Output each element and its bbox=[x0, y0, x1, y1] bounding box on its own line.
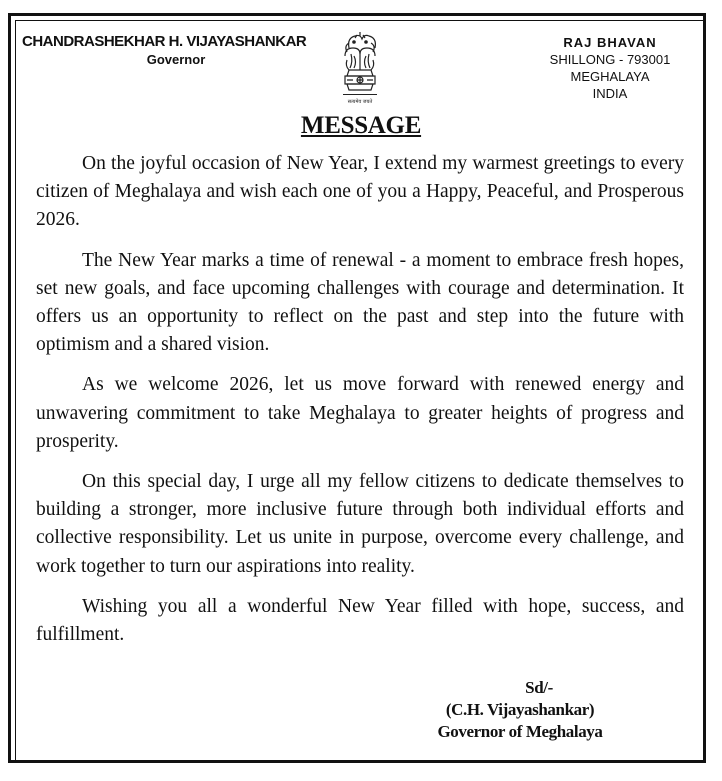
signature-sd: Sd/- bbox=[525, 678, 553, 697]
sender-block bbox=[22, 33, 322, 67]
address-city: SHILLONG - 793001 bbox=[549, 52, 671, 67]
paragraph-1: On the joyful occasion of New Year, I extend my warmest greetings to every citizen of Meghalaya and wish each one of you a Happy, Peaceful, and Prosperous 2026. bbox=[36, 153, 684, 231]
address-building: RAJ BHAVAN bbox=[563, 35, 657, 50]
paragraph-3: As we welcome 2026, let us move forward with renewed energy and unwavering commitment to take Meghalaya to greater heights of progress and prosperity. bbox=[36, 374, 684, 452]
paragraph-5: Wishing you all a wonderful New Year filled with hope, success, and fulfillment. bbox=[36, 595, 684, 646]
signature-block bbox=[420, 677, 620, 743]
address-country: INDIA bbox=[592, 86, 628, 101]
sender-role: Governor bbox=[146, 52, 206, 67]
sender-name: CHANDRASHEKHAR H. VIJAYASHANKAR bbox=[22, 33, 307, 50]
national-emblem-icon bbox=[335, 30, 385, 108]
message-body bbox=[36, 150, 684, 661]
address-block bbox=[540, 34, 680, 102]
address-state: MEGHALAYA bbox=[570, 69, 650, 84]
paragraph-4: On this special day, I urge all my fellow citizens to dedicate themselves to building a stronger, more inclusive future through both individual efforts and collective responsibility. Let us unite in purpose, overcome every challenge, and work together to turn our aspirations into reality. bbox=[36, 471, 684, 577]
signature-designation: Governor of Meghalaya bbox=[437, 722, 603, 741]
signature-name: (C.H. Vijayashankar) bbox=[445, 700, 595, 719]
svg-text:सत्यमेव जयते: सत्यमेव जयते bbox=[347, 99, 373, 105]
page-title: MESSAGE bbox=[300, 112, 422, 139]
paragraph-2: The New Year marks a time of renewal - a moment to embrace fresh hopes, set new goals, and face upcoming challenges with courage and determination. It offers us an opportunity to reflect on the past and step into the future with optimism and a shared vision. bbox=[36, 249, 684, 356]
